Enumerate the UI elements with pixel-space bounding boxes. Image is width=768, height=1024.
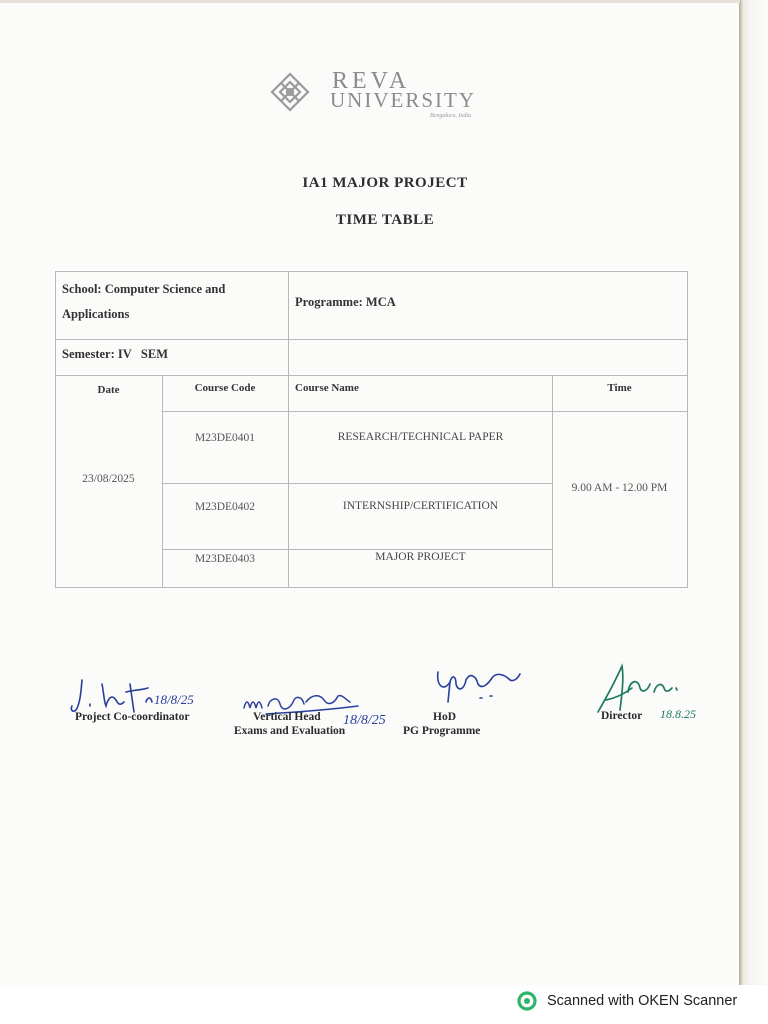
logo-text-reva: REVA bbox=[332, 68, 411, 94]
table-rule-2 bbox=[55, 375, 688, 376]
timetable bbox=[55, 271, 688, 588]
vertical-head-label: Vertical Head bbox=[253, 711, 321, 723]
course-code-1: M23DE0401 bbox=[194, 432, 256, 444]
table-border-left bbox=[55, 271, 56, 588]
vertical-head-signature-date: 18/8/25 bbox=[343, 713, 386, 728]
exam-date: 23/08/2025 bbox=[82, 473, 135, 485]
school-cell: School: Computer Science and Applications bbox=[62, 282, 226, 321]
course-name-1: RESEARCH/TECHNICAL PAPER bbox=[337, 431, 504, 443]
logo-text-location: Bengaluru, India bbox=[430, 113, 471, 119]
page-right-edge bbox=[740, 0, 768, 985]
table-border-bottom bbox=[55, 587, 688, 588]
course-name-3: MAJOR PROJECT bbox=[375, 551, 466, 563]
table-rule-4 bbox=[162, 483, 552, 484]
oken-scanner-logo-icon bbox=[517, 991, 537, 1011]
scanner-watermark bbox=[517, 990, 737, 1012]
vertical-head-signature bbox=[238, 686, 418, 730]
document-title: IA1 MAJOR PROJECT bbox=[302, 175, 468, 191]
table-rule-3b bbox=[552, 411, 687, 412]
column-header-course-name: Course Name bbox=[295, 382, 359, 394]
document-subtitle: TIME TABLE bbox=[335, 212, 435, 228]
course-code-2: M23DE0402 bbox=[194, 501, 256, 513]
director-label: Director bbox=[601, 710, 643, 722]
programme-cell: Programme: MCA bbox=[295, 295, 396, 309]
hod-label: HoD bbox=[433, 711, 456, 723]
coordinator-signature-date: 18/8/25 bbox=[154, 692, 194, 707]
hod-sublabel: PG Programme bbox=[403, 725, 481, 737]
column-header-time: Time bbox=[607, 382, 632, 394]
course-name-2: INTERNSHIP/CERTIFICATION bbox=[342, 500, 499, 512]
scanner-watermark-text: Scanned with OKEN Scanner bbox=[547, 993, 738, 1009]
exam-time: 9.00 AM - 12.00 PM bbox=[571, 482, 668, 494]
table-rule-5 bbox=[162, 549, 552, 550]
table-col-divider-top bbox=[288, 271, 289, 375]
semester-cell: Semester: IV SEM bbox=[62, 347, 168, 361]
reva-emblem-icon bbox=[268, 70, 312, 114]
table-rule-3 bbox=[162, 411, 552, 412]
table-rule-1 bbox=[55, 339, 688, 340]
page-top-edge bbox=[0, 0, 740, 3]
table-border-right bbox=[687, 271, 688, 588]
reva-university-logo bbox=[268, 66, 498, 126]
hod-signature bbox=[430, 662, 530, 712]
coordinator-label: Project Co-coordinator bbox=[75, 711, 190, 723]
column-header-course-code: Course Code bbox=[194, 382, 256, 394]
vertical-head-sublabel: Exams and Evaluation bbox=[234, 725, 346, 737]
course-code-3: M23DE0403 bbox=[194, 553, 256, 565]
director-signature-date: 18.8.25 bbox=[660, 707, 696, 721]
table-border-top bbox=[55, 271, 688, 272]
logo-text-university: UNIVERSITY bbox=[330, 88, 476, 112]
column-header-date: Date bbox=[97, 384, 120, 396]
